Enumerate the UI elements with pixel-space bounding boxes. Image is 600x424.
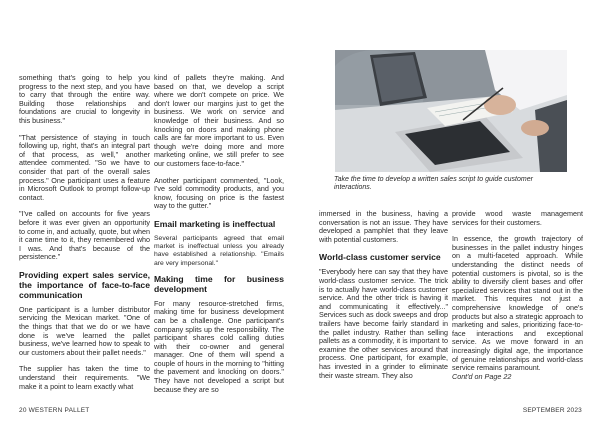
photo-caption: Take the time to develop a written sales script to guide customer interactions.	[334, 176, 533, 192]
folio-left: 20 WESTERN PALLET	[19, 407, 90, 414]
paragraph: "Everybody here can say that they have world-class customer service. The trick is to actually have world-class customer service. And the other trick is having it and communicating it effectively..." Services such as dock sweeps and drop trailers have become fairly standard in the pallet industry. Rather than selling pallets as a commodity, it is important to examine the other services around that process. One participant, for example, has invested in a grinder to eliminate their waste stream. They also	[319, 267, 448, 380]
right-column-1	[319, 210, 448, 388]
laptop-photo	[335, 50, 567, 172]
section-heading: World-class customer service	[319, 252, 441, 263]
paragraph: "I've called on accounts for five years before it was ever given an opportunity to come in, and actually, quote, but when it came time to it, they remembered who I was. And that's because of the persistence."	[19, 209, 150, 262]
section-heading: Making time for business development	[154, 273, 284, 294]
paragraph: Another participant commented, "Look, I've sold commodity products, and you know, focusing on price is the fastest way to the gutter."	[154, 175, 284, 211]
photo-illustration	[335, 50, 567, 172]
paragraph: something that's going to help you progress to the next step, and you have to carry that through the entire way. Building those relationships and foundations are crucial to longevity in this business."	[19, 73, 150, 125]
paragraph: The supplier has taken the time to understand their requirements. "We make it a point to learn exactly what	[19, 364, 150, 391]
paragraph: provide wood waste management services for their customers.	[452, 209, 583, 227]
section-heading: Providing expert sales service, the importance of face-to-face communication	[19, 269, 150, 300]
paragraph: kind of pallets they're making. And based on that, we develop a script where we don't compete on price. We don't lower our margins just to get the business. We work on service and knowledge of their business. And so knocking on doors and making phone calls are far more important to us. Even though we're doing more and more marketing online, we still prefer to see our customers face-to-face."	[154, 73, 284, 168]
left-column-1	[19, 74, 150, 399]
paragraph: immersed in the business, having a conversation is not an issue. They have developed a pamphlet that they leave with potential customers.	[319, 209, 448, 244]
section-heading: Email marketing is ineffectual	[154, 218, 276, 229]
right-column-2	[452, 210, 583, 389]
paragraph: One participant is a lumber distributor servicing the Mexican market. "One of the things that that we do or we have done is we've learned the pallet business, we've learned how to speak to our customers about their pallet needs."	[19, 304, 150, 357]
paragraph: In essence, the growth trajectory of businesses in the pallet industry hinges on a multi-faceted approach. While understanding the distinct needs of potential customers is pivotal, so is the ability to diversify client bases and offer specialized services that stand out in the market. This requires not just a comprehensive knowledge of one's products but also a strategic approach to marketing and sales, prioritizing face-to-face interactions and exceptional service. As we move forward in an increasingly digital age, the importance of genuine relationships and world-class service remains paramount.	[452, 234, 583, 373]
callout-text: Several participants agreed that email market is ineffectual unless you already have established a relationship. "Emails are very impersonal."	[154, 234, 284, 267]
paragraph: For many resource-stretched firms, making time for business development can be a challenge. One participant's company splits up the responsibility. The participant shares cold calling duties with their co-owner and general manager. One of them will spend a couple of hours in the morning to "hitting the pavement and knocking on doors." They have not developed a script but because they are so	[154, 298, 284, 394]
continued-note: Cont'd on Page 22	[452, 371, 512, 381]
left-column-2	[154, 74, 284, 402]
folio-right: SEPTEMBER 2023	[522, 407, 582, 414]
paragraph: "That persistence of staying in touch following up, right, that's an integral part of that process, as well," another attendee commented. "So we have to consider that part of the overall sales process." One participant uses a feature in Microsoft Outlook to prompt follow-up contact.	[19, 132, 150, 202]
